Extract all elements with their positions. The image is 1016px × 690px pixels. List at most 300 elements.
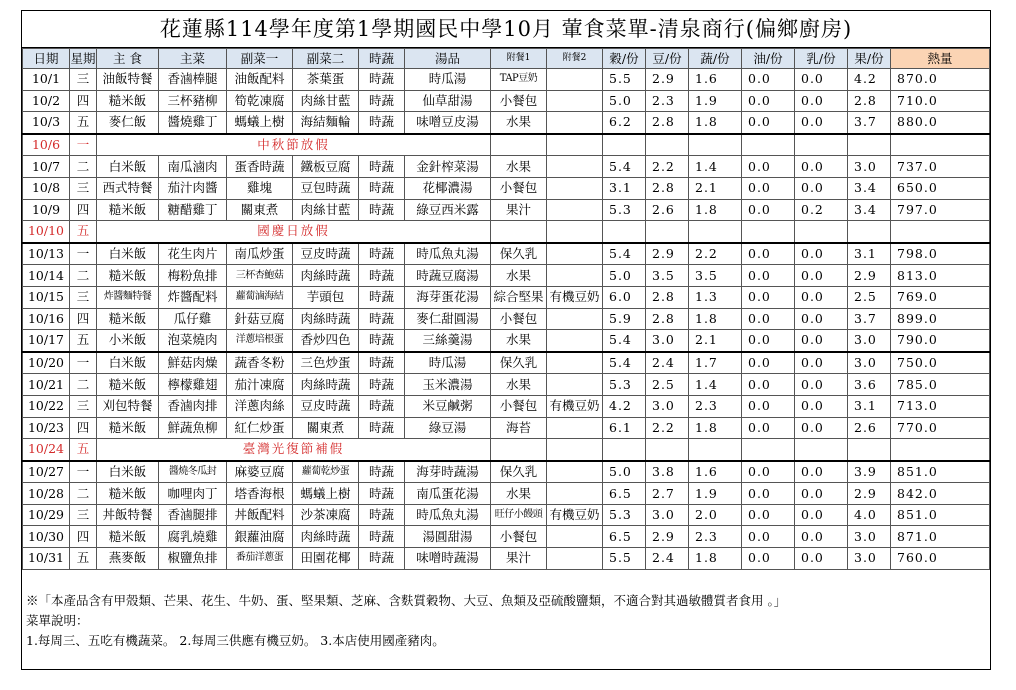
day-cell: 四 — [70, 308, 97, 330]
date-cell: 10/10 — [23, 221, 70, 243]
soup-cell: 綠豆湯 — [405, 417, 491, 439]
date-cell: 10/29 — [23, 504, 70, 526]
staple-cell: 西式特餐 — [97, 177, 159, 199]
vegp-cell: 1.6 — [689, 461, 742, 483]
bean-cell: 2.8 — [646, 286, 689, 308]
milk-cell: 0.0 — [795, 526, 848, 548]
day-cell: 五 — [70, 330, 97, 352]
empty-cell — [646, 134, 689, 156]
grain-cell: 6.0 — [603, 286, 646, 308]
header-cell: 副菜一 — [227, 49, 293, 69]
empty-cell — [848, 134, 891, 156]
cal-cell: 880.0 — [891, 112, 990, 134]
bean-cell: 3.8 — [646, 461, 689, 483]
main-cell: 泡菜燒肉 — [159, 330, 227, 352]
add1-cell: 果汁 — [491, 199, 547, 221]
day-cell: 三 — [70, 177, 97, 199]
side1-cell: 雞塊 — [227, 177, 293, 199]
soup-cell: 海芽蛋花湯 — [405, 286, 491, 308]
grain-cell: 5.9 — [603, 308, 646, 330]
day-cell: 一 — [70, 243, 97, 265]
soup-cell: 玉米濃湯 — [405, 374, 491, 396]
day-cell: 三 — [70, 286, 97, 308]
milk-cell: 0.0 — [795, 483, 848, 505]
main-cell: 香滷肉排 — [159, 395, 227, 417]
oil-cell: 0.0 — [742, 199, 795, 221]
day-cell: 二 — [70, 265, 97, 287]
oil-cell: 0.0 — [742, 69, 795, 91]
milk-cell: 0.0 — [795, 417, 848, 439]
empty-cell — [795, 221, 848, 243]
soup-cell: 時瓜魚丸湯 — [405, 504, 491, 526]
add1-cell: 水果 — [491, 374, 547, 396]
date-cell: 10/22 — [23, 395, 70, 417]
header-cell: 日期 — [23, 49, 70, 69]
day-cell: 三 — [70, 395, 97, 417]
date-cell: 10/31 — [23, 548, 70, 570]
main-cell: 鮮蔬魚柳 — [159, 417, 227, 439]
side1-cell: 蔬香冬粉 — [227, 352, 293, 374]
side2-cell: 蘿蔔乾炒蛋 — [293, 461, 359, 483]
fruit-cell: 3.0 — [848, 156, 891, 178]
oil-cell: 0.0 — [742, 286, 795, 308]
veg-cell: 時蔬 — [359, 308, 405, 330]
day-cell: 四 — [70, 90, 97, 112]
bean-cell: 2.3 — [646, 90, 689, 112]
empty-cell — [646, 221, 689, 243]
empty-cell — [603, 439, 646, 461]
side2-cell: 肉絲時蔬 — [293, 526, 359, 548]
bean-cell: 2.4 — [646, 548, 689, 570]
cal-cell: 798.0 — [891, 243, 990, 265]
fruit-cell: 2.9 — [848, 265, 891, 287]
grain-cell: 5.3 — [603, 374, 646, 396]
table-row — [23, 243, 990, 265]
empty-cell — [547, 439, 603, 461]
milk-cell: 0.0 — [795, 374, 848, 396]
date-cell: 10/23 — [23, 417, 70, 439]
veg-cell: 時蔬 — [359, 177, 405, 199]
main-cell: 醬燒雞丁 — [159, 112, 227, 134]
side1-cell: 三杯杏鮑菇 — [227, 265, 293, 287]
table-row — [23, 417, 990, 439]
soup-cell: 三絲羹湯 — [405, 330, 491, 352]
fruit-cell: 3.4 — [848, 177, 891, 199]
veg-cell: 時蔬 — [359, 504, 405, 526]
milk-cell: 0.0 — [795, 286, 848, 308]
add2-cell — [547, 90, 603, 112]
table-row — [23, 483, 990, 505]
main-cell: 南瓜滷肉 — [159, 156, 227, 178]
empty-cell — [795, 439, 848, 461]
date-cell: 10/15 — [23, 286, 70, 308]
page-title: 花蓮縣114學年度第1學期國民中學10月 葷食菜單-清泉商行(偏鄉廚房) — [22, 11, 990, 48]
add2-cell: 有機豆奶 — [547, 395, 603, 417]
add2-cell — [547, 308, 603, 330]
empty-cell — [891, 134, 990, 156]
side2-cell: 茶葉蛋 — [293, 69, 359, 91]
bean-cell: 2.4 — [646, 352, 689, 374]
oil-cell: 0.0 — [742, 483, 795, 505]
veg-cell: 時蔬 — [359, 286, 405, 308]
cal-cell: 770.0 — [891, 417, 990, 439]
veg-cell: 時蔬 — [359, 417, 405, 439]
soup-cell: 時蔬豆腐湯 — [405, 265, 491, 287]
milk-cell: 0.0 — [795, 243, 848, 265]
staple-cell: 糙米飯 — [97, 265, 159, 287]
bean-cell: 2.7 — [646, 483, 689, 505]
veg-cell: 時蔬 — [359, 548, 405, 570]
add2-cell — [547, 374, 603, 396]
header-cell: 豆/份 — [646, 49, 689, 69]
side2-cell: 芋頭包 — [293, 286, 359, 308]
staple-cell: 刈包特餐 — [97, 395, 159, 417]
staple-cell: 糙米飯 — [97, 483, 159, 505]
grain-cell: 3.1 — [603, 177, 646, 199]
table-row — [23, 177, 990, 199]
oil-cell: 0.0 — [742, 504, 795, 526]
grain-cell: 5.5 — [603, 548, 646, 570]
fruit-cell: 4.2 — [848, 69, 891, 91]
side1-cell: 紅仁炒蛋 — [227, 417, 293, 439]
side1-cell: 塔香海根 — [227, 483, 293, 505]
vegp-cell: 2.1 — [689, 330, 742, 352]
milk-cell: 0.0 — [795, 395, 848, 417]
grain-cell: 5.0 — [603, 90, 646, 112]
date-cell: 10/28 — [23, 483, 70, 505]
add2-cell — [547, 69, 603, 91]
empty-cell — [742, 221, 795, 243]
side2-cell: 肉絲時蔬 — [293, 374, 359, 396]
day-cell: 三 — [70, 504, 97, 526]
staple-cell: 麥仁飯 — [97, 112, 159, 134]
bean-cell: 2.8 — [646, 177, 689, 199]
cal-cell: 650.0 — [891, 177, 990, 199]
soup-cell: 南瓜蛋花湯 — [405, 483, 491, 505]
date-cell: 10/21 — [23, 374, 70, 396]
staple-cell: 小米飯 — [97, 330, 159, 352]
add1-cell: 保久乳 — [491, 243, 547, 265]
vegp-cell: 1.9 — [689, 483, 742, 505]
fruit-cell: 3.0 — [848, 352, 891, 374]
milk-cell: 0.0 — [795, 69, 848, 91]
veg-cell: 時蔬 — [359, 483, 405, 505]
date-cell: 10/20 — [23, 352, 70, 374]
milk-cell: 0.2 — [795, 199, 848, 221]
main-cell: 花生肉片 — [159, 243, 227, 265]
date-cell: 10/7 — [23, 156, 70, 178]
milk-cell: 0.0 — [795, 330, 848, 352]
bean-cell: 2.9 — [646, 526, 689, 548]
add1-cell: TAP豆奶 — [491, 69, 547, 91]
holiday-name: 臺灣光復節補假 — [97, 439, 491, 461]
side2-cell: 豆皮時蔬 — [293, 395, 359, 417]
oil-cell: 0.0 — [742, 352, 795, 374]
side2-cell: 田園花椰 — [293, 548, 359, 570]
fruit-cell: 3.7 — [848, 308, 891, 330]
table-header-row — [23, 49, 990, 69]
fruit-cell: 3.6 — [848, 374, 891, 396]
soup-cell: 綠豆西米露 — [405, 199, 491, 221]
cal-cell: 797.0 — [891, 199, 990, 221]
staple-cell: 炸醬麵特餐 — [97, 286, 159, 308]
header-cell: 時蔬 — [359, 49, 405, 69]
milk-cell: 0.0 — [795, 90, 848, 112]
day-cell: 四 — [70, 417, 97, 439]
main-cell: 香滷腿排 — [159, 504, 227, 526]
day-cell: 一 — [70, 461, 97, 483]
veg-cell: 時蔬 — [359, 330, 405, 352]
empty-cell — [689, 134, 742, 156]
veg-cell: 時蔬 — [359, 199, 405, 221]
side1-cell: 筍乾凍腐 — [227, 90, 293, 112]
main-cell: 檸檬雞翅 — [159, 374, 227, 396]
holiday-name: 中秋節放假 — [97, 134, 491, 156]
oil-cell: 0.0 — [742, 417, 795, 439]
veg-cell: 時蔬 — [359, 69, 405, 91]
oil-cell: 0.0 — [742, 243, 795, 265]
main-cell: 茄汁肉醬 — [159, 177, 227, 199]
table-row — [23, 352, 990, 374]
oil-cell: 0.0 — [742, 526, 795, 548]
side2-cell: 關東煮 — [293, 417, 359, 439]
add2-cell: 有機豆奶 — [547, 286, 603, 308]
main-cell: 炸醬配料 — [159, 286, 227, 308]
bean-cell: 3.0 — [646, 395, 689, 417]
day-cell: 四 — [70, 199, 97, 221]
add1-cell: 旺仔小饅頭 — [491, 504, 547, 526]
header-cell: 熱量 — [891, 49, 990, 69]
fruit-cell: 3.1 — [848, 395, 891, 417]
cal-cell: 750.0 — [891, 352, 990, 374]
add1-cell: 水果 — [491, 265, 547, 287]
add1-cell: 小餐包 — [491, 526, 547, 548]
veg-cell: 時蔬 — [359, 156, 405, 178]
add1-cell: 保久乳 — [491, 461, 547, 483]
bean-cell: 2.2 — [646, 156, 689, 178]
staple-cell: 糙米飯 — [97, 374, 159, 396]
veg-cell: 時蔬 — [359, 265, 405, 287]
staple-cell: 糙米飯 — [97, 90, 159, 112]
vegp-cell: 1.8 — [689, 199, 742, 221]
soup-cell: 麥仁甜圓湯 — [405, 308, 491, 330]
bean-cell: 2.9 — [646, 69, 689, 91]
bean-cell: 2.6 — [646, 199, 689, 221]
side2-cell: 肉絲時蔬 — [293, 265, 359, 287]
main-cell: 香滷棒腿 — [159, 69, 227, 91]
oil-cell: 0.0 — [742, 265, 795, 287]
date-cell: 10/1 — [23, 69, 70, 91]
add2-cell — [547, 243, 603, 265]
cal-cell: 871.0 — [891, 526, 990, 548]
soup-cell: 時瓜魚丸湯 — [405, 243, 491, 265]
table-row — [23, 395, 990, 417]
header-cell: 穀/份 — [603, 49, 646, 69]
menu-sheet — [21, 10, 991, 670]
side1-cell: 蘿蔔滷海結 — [227, 286, 293, 308]
empty-cell — [848, 221, 891, 243]
header-cell: 蔬/份 — [689, 49, 742, 69]
staple-cell: 白米飯 — [97, 461, 159, 483]
soup-cell: 仙草甜湯 — [405, 90, 491, 112]
side1-cell: 銀蘿油腐 — [227, 526, 293, 548]
main-cell: 瓜仔雞 — [159, 308, 227, 330]
vegp-cell: 3.5 — [689, 265, 742, 287]
empty-cell — [689, 221, 742, 243]
add1-cell: 小餐包 — [491, 177, 547, 199]
cal-cell: 842.0 — [891, 483, 990, 505]
main-cell: 椒鹽魚排 — [159, 548, 227, 570]
fruit-cell: 3.0 — [848, 330, 891, 352]
vegp-cell: 2.3 — [689, 526, 742, 548]
date-cell: 10/9 — [23, 199, 70, 221]
side2-cell: 沙茶凍腐 — [293, 504, 359, 526]
add1-cell: 海苔 — [491, 417, 547, 439]
date-cell: 10/2 — [23, 90, 70, 112]
allergen-note: ※「本產品含有甲殼類、芒果、花生、牛奶、蛋、堅果類、芝麻、含麩質穀物、大豆、魚類及亞硫酸鹽類，不適合對其過敏體質者食用 。」 — [26, 593, 787, 608]
table-row — [23, 199, 990, 221]
table-row — [23, 330, 990, 352]
table-row — [23, 286, 990, 308]
header-cell: 星期 — [70, 49, 97, 69]
add2-cell — [547, 461, 603, 483]
table-row — [23, 156, 990, 178]
side1-cell: 關東煮 — [227, 199, 293, 221]
add1-cell: 小餐包 — [491, 308, 547, 330]
date-cell: 10/14 — [23, 265, 70, 287]
empty-cell — [603, 134, 646, 156]
main-cell: 醬燒冬瓜封 — [159, 461, 227, 483]
day-cell: 四 — [70, 526, 97, 548]
vegp-cell: 2.1 — [689, 177, 742, 199]
veg-cell: 時蔬 — [359, 395, 405, 417]
date-cell: 10/13 — [23, 243, 70, 265]
grain-cell: 5.4 — [603, 352, 646, 374]
side2-cell: 香炒四色 — [293, 330, 359, 352]
grain-cell: 5.0 — [603, 461, 646, 483]
side2-cell: 肉絲時蔬 — [293, 308, 359, 330]
oil-cell: 0.0 — [742, 156, 795, 178]
milk-cell: 0.0 — [795, 504, 848, 526]
cal-cell: 870.0 — [891, 69, 990, 91]
staple-cell: 油飯特餐 — [97, 69, 159, 91]
veg-cell: 時蔬 — [359, 526, 405, 548]
empty-cell — [689, 439, 742, 461]
side1-cell: 丼飯配料 — [227, 504, 293, 526]
date-cell: 10/27 — [23, 461, 70, 483]
add2-cell: 有機豆奶 — [547, 504, 603, 526]
fruit-cell: 3.0 — [848, 526, 891, 548]
empty-cell — [795, 134, 848, 156]
veg-cell: 時蔬 — [359, 461, 405, 483]
empty-cell — [891, 439, 990, 461]
fruit-cell: 3.0 — [848, 548, 891, 570]
milk-cell: 0.0 — [795, 548, 848, 570]
date-cell: 10/24 — [23, 439, 70, 461]
soup-cell: 味噌時蔬湯 — [405, 548, 491, 570]
milk-cell: 0.0 — [795, 352, 848, 374]
add1-cell: 水果 — [491, 483, 547, 505]
grain-cell: 5.4 — [603, 243, 646, 265]
oil-cell: 0.0 — [742, 177, 795, 199]
veg-cell: 時蔬 — [359, 243, 405, 265]
bean-cell: 2.2 — [646, 417, 689, 439]
vegp-cell: 1.9 — [689, 90, 742, 112]
day-cell: 一 — [70, 352, 97, 374]
side2-cell: 鐵板豆腐 — [293, 156, 359, 178]
add1-cell: 水果 — [491, 156, 547, 178]
table-row — [23, 90, 990, 112]
main-cell: 梅粉魚排 — [159, 265, 227, 287]
cal-cell: 813.0 — [891, 265, 990, 287]
soup-cell: 米豆鹹粥 — [405, 395, 491, 417]
soup-cell: 時瓜湯 — [405, 352, 491, 374]
date-cell: 10/16 — [23, 308, 70, 330]
side1-cell: 洋蔥培根蛋 — [227, 330, 293, 352]
date-cell: 10/6 — [23, 134, 70, 156]
fruit-cell: 3.4 — [848, 199, 891, 221]
header-cell: 主 食 — [97, 49, 159, 69]
date-cell: 10/3 — [23, 112, 70, 134]
day-cell: 五 — [70, 112, 97, 134]
staple-cell: 丼飯特餐 — [97, 504, 159, 526]
header-cell: 副菜二 — [293, 49, 359, 69]
soup-cell: 海芽時蔬湯 — [405, 461, 491, 483]
table-body — [23, 69, 990, 570]
day-cell: 二 — [70, 156, 97, 178]
milk-cell: 0.0 — [795, 156, 848, 178]
add2-cell — [547, 548, 603, 570]
table-row — [23, 461, 990, 483]
holiday-row — [23, 221, 990, 243]
bean-cell: 2.5 — [646, 374, 689, 396]
staple-cell: 燕麥飯 — [97, 548, 159, 570]
header-cell: 果/份 — [848, 49, 891, 69]
cal-cell: 769.0 — [891, 286, 990, 308]
grain-cell: 5.4 — [603, 156, 646, 178]
grain-cell: 6.5 — [603, 526, 646, 548]
staple-cell: 糙米飯 — [97, 526, 159, 548]
cal-cell: 899.0 — [891, 308, 990, 330]
add1-cell: 保久乳 — [491, 352, 547, 374]
vegp-cell: 1.3 — [689, 286, 742, 308]
grain-cell: 6.2 — [603, 112, 646, 134]
oil-cell: 0.0 — [742, 90, 795, 112]
add2-cell — [547, 112, 603, 134]
side1-cell: 番茄洋蔥蛋 — [227, 548, 293, 570]
empty-cell — [547, 221, 603, 243]
oil-cell: 0.0 — [742, 461, 795, 483]
veg-cell: 時蔬 — [359, 90, 405, 112]
add1-cell: 水果 — [491, 330, 547, 352]
cal-cell: 851.0 — [891, 461, 990, 483]
side2-cell: 三色炒蛋 — [293, 352, 359, 374]
bean-cell: 2.9 — [646, 243, 689, 265]
fruit-cell: 2.8 — [848, 90, 891, 112]
table-row — [23, 526, 990, 548]
side1-cell: 洋蔥肉絲 — [227, 395, 293, 417]
weekday-cell: 一 — [70, 134, 97, 156]
soup-cell: 湯圓甜湯 — [405, 526, 491, 548]
main-cell: 鮮菇肉燥 — [159, 352, 227, 374]
vegp-cell: 1.7 — [689, 352, 742, 374]
day-cell: 五 — [70, 548, 97, 570]
oil-cell: 0.0 — [742, 374, 795, 396]
add2-cell — [547, 330, 603, 352]
vegp-cell: 1.8 — [689, 112, 742, 134]
vegp-cell: 2.2 — [689, 243, 742, 265]
main-cell: 糖醋雞丁 — [159, 199, 227, 221]
